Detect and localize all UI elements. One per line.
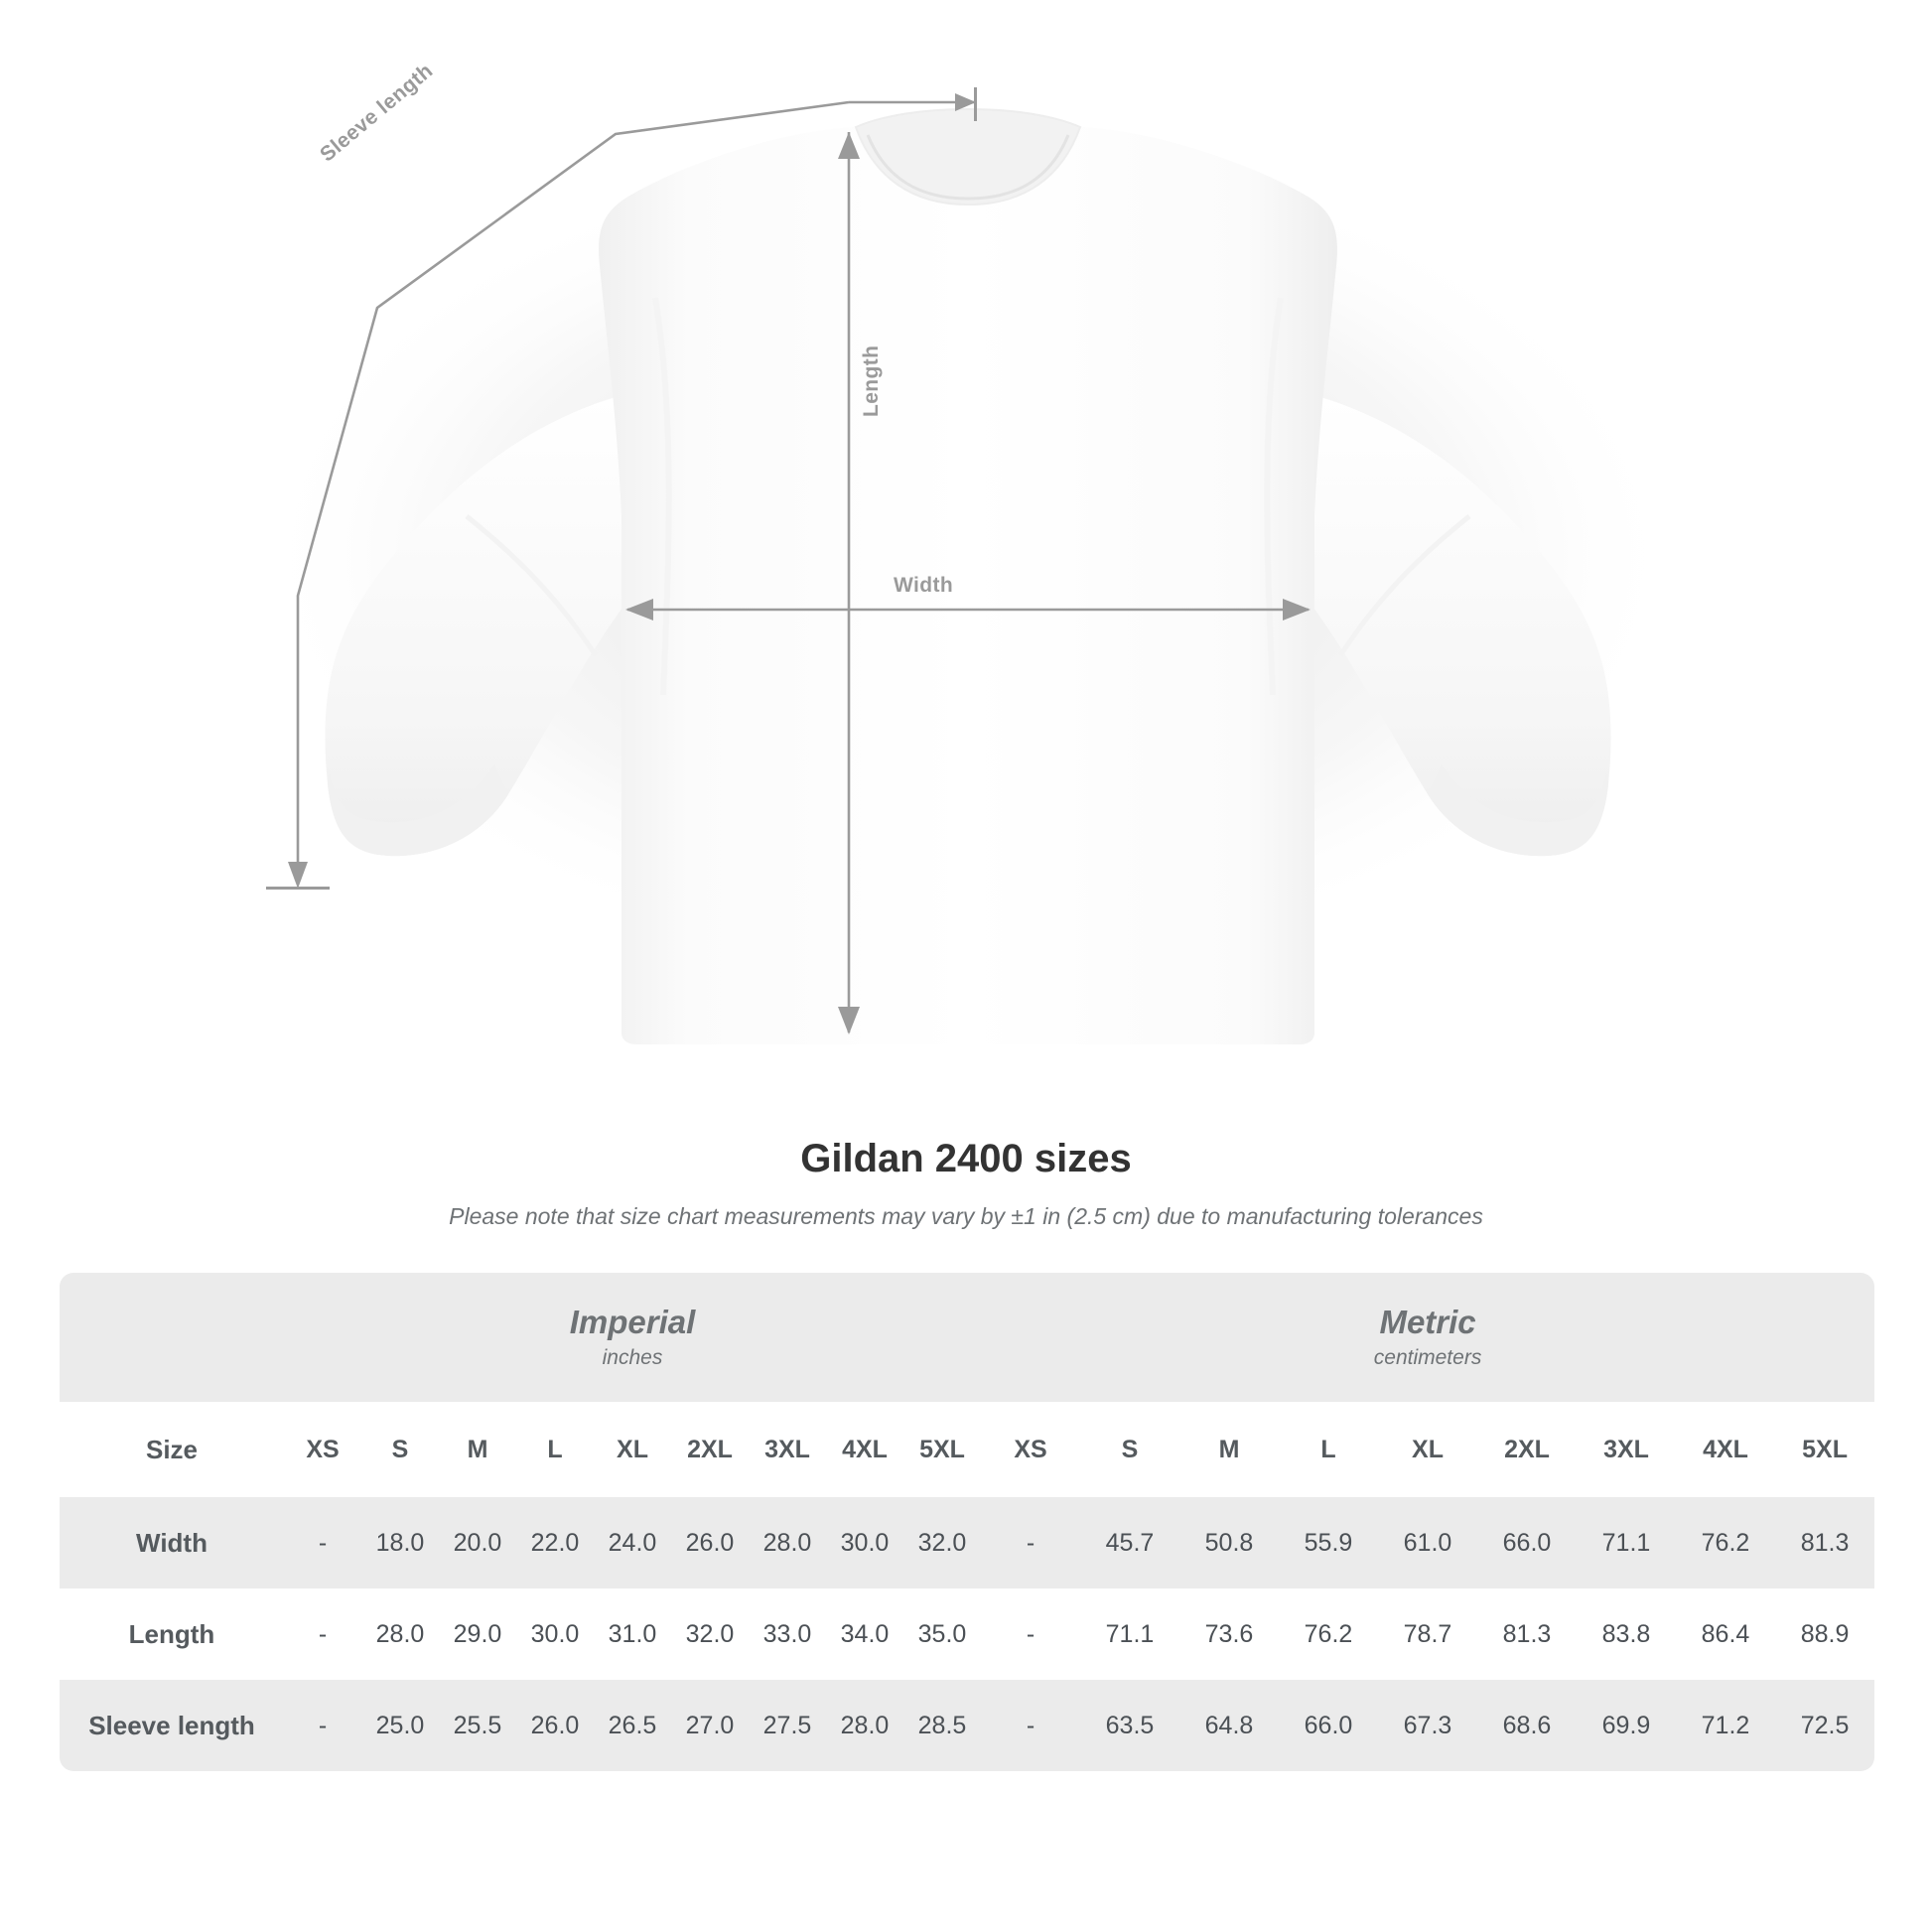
- cell-length-imperial-2xl: 32.0: [671, 1588, 749, 1680]
- size-header-row: [60, 1402, 1874, 1497]
- cell-sleeve-metric-3xl: 69.9: [1577, 1680, 1676, 1771]
- row-label-width: Width: [60, 1497, 284, 1588]
- row-label-sleeve-length: Sleeve length: [60, 1680, 284, 1771]
- cell-width-metric-l: 55.9: [1279, 1497, 1378, 1588]
- cell-length-metric-4xl: 86.4: [1676, 1588, 1775, 1680]
- cell-length-metric-5xl: 88.9: [1775, 1588, 1874, 1680]
- cell-width-metric-3xl: 71.1: [1577, 1497, 1676, 1588]
- table-row: [60, 1588, 1874, 1680]
- table-row: [60, 1497, 1874, 1588]
- cell-width-metric-xl: 61.0: [1378, 1497, 1477, 1588]
- size-header-imperial-2xl: 2XL: [671, 1402, 749, 1497]
- cell-width-imperial-4xl: 30.0: [826, 1497, 903, 1588]
- width-dimension-label: Width: [894, 574, 954, 597]
- cell-width-imperial-l: 22.0: [516, 1497, 594, 1588]
- size-header-metric-4xl: 4XL: [1676, 1402, 1775, 1497]
- size-header-metric-m: M: [1179, 1402, 1279, 1497]
- cell-width-metric-4xl: 76.2: [1676, 1497, 1775, 1588]
- cell-length-metric-xl: 78.7: [1378, 1588, 1477, 1680]
- unit-header-metric: [981, 1273, 1874, 1402]
- cell-sleeve-imperial-s: 25.0: [361, 1680, 439, 1771]
- cell-sleeve-imperial-3xl: 27.5: [749, 1680, 826, 1771]
- unit-name-metric: Metric: [1379, 1303, 1476, 1340]
- size-header-imperial-5xl: 5XL: [903, 1402, 981, 1497]
- unit-sub-imperial: inches: [602, 1345, 663, 1369]
- size-header-label: Size: [60, 1402, 284, 1497]
- cell-width-metric-5xl: 81.3: [1775, 1497, 1874, 1588]
- cell-length-metric-m: 73.6: [1179, 1588, 1279, 1680]
- size-header-imperial-xl: XL: [594, 1402, 671, 1497]
- row-label-length: Length: [60, 1588, 284, 1680]
- cell-sleeve-metric-5xl: 72.5: [1775, 1680, 1874, 1771]
- cell-width-imperial-2xl: 26.0: [671, 1497, 749, 1588]
- tolerance-note: Please note that size chart measurements may vary by ±1 in (2.5 cm) due to manufacturing tolerances: [449, 1203, 1483, 1229]
- cell-sleeve-imperial-xs: -: [284, 1680, 361, 1771]
- cell-sleeve-metric-m: 64.8: [1179, 1680, 1279, 1771]
- cell-length-metric-xs: -: [981, 1588, 1080, 1680]
- cell-width-imperial-3xl: 28.0: [749, 1497, 826, 1588]
- cell-width-imperial-m: 20.0: [439, 1497, 516, 1588]
- cell-sleeve-imperial-xl: 26.5: [594, 1680, 671, 1771]
- cell-length-metric-s: 71.1: [1080, 1588, 1179, 1680]
- cell-width-metric-s: 45.7: [1080, 1497, 1179, 1588]
- size-header-metric-3xl: 3XL: [1577, 1402, 1676, 1497]
- cell-length-imperial-5xl: 35.0: [903, 1588, 981, 1680]
- length-dimension-label: Length: [860, 345, 883, 417]
- cell-width-imperial-xs: -: [284, 1497, 361, 1588]
- cell-width-imperial-xl: 24.0: [594, 1497, 671, 1588]
- unit-sub-metric: centimeters: [1373, 1345, 1482, 1369]
- cell-length-imperial-3xl: 33.0: [749, 1588, 826, 1680]
- size-header-imperial-m: M: [439, 1402, 516, 1497]
- cell-sleeve-metric-l: 66.0: [1279, 1680, 1378, 1771]
- unit-header-spacer: [60, 1273, 284, 1402]
- cell-length-imperial-xs: -: [284, 1588, 361, 1680]
- size-header-imperial-l: L: [516, 1402, 594, 1497]
- size-chart-table: [60, 1273, 1874, 1771]
- size-chart-table-container: [60, 1273, 1872, 1771]
- cell-sleeve-imperial-l: 26.0: [516, 1680, 594, 1771]
- size-header-metric-l: L: [1279, 1402, 1378, 1497]
- size-header-imperial-xs: XS: [284, 1402, 361, 1497]
- cell-width-imperial-5xl: 32.0: [903, 1497, 981, 1588]
- size-header-metric-s: S: [1080, 1402, 1179, 1497]
- size-header-metric-xl: XL: [1378, 1402, 1477, 1497]
- cell-length-imperial-m: 29.0: [439, 1588, 516, 1680]
- cell-sleeve-metric-xs: -: [981, 1680, 1080, 1771]
- cell-width-metric-m: 50.8: [1179, 1497, 1279, 1588]
- size-header-imperial-4xl: 4XL: [826, 1402, 903, 1497]
- cell-length-imperial-s: 28.0: [361, 1588, 439, 1680]
- size-header-imperial-s: S: [361, 1402, 439, 1497]
- cell-width-imperial-s: 18.0: [361, 1497, 439, 1588]
- cell-length-metric-3xl: 83.8: [1577, 1588, 1676, 1680]
- size-header-metric-xs: XS: [981, 1402, 1080, 1497]
- table-row: [60, 1680, 1874, 1771]
- size-header-metric-2xl: 2XL: [1477, 1402, 1577, 1497]
- cell-length-metric-l: 76.2: [1279, 1588, 1378, 1680]
- cell-length-imperial-4xl: 34.0: [826, 1588, 903, 1680]
- cell-sleeve-metric-4xl: 71.2: [1676, 1680, 1775, 1771]
- cell-length-metric-2xl: 81.3: [1477, 1588, 1577, 1680]
- unit-name-imperial: Imperial: [569, 1303, 696, 1340]
- unit-header-row: [60, 1273, 1874, 1402]
- cell-sleeve-imperial-4xl: 28.0: [826, 1680, 903, 1771]
- cell-length-imperial-xl: 31.0: [594, 1588, 671, 1680]
- cell-width-metric-xs: -: [981, 1497, 1080, 1588]
- sleeve-length-dimension-label: Sleeve length: [316, 59, 438, 167]
- size-header-imperial-3xl: 3XL: [749, 1402, 826, 1497]
- cell-sleeve-metric-s: 63.5: [1080, 1680, 1179, 1771]
- size-header-metric-5xl: 5XL: [1775, 1402, 1874, 1497]
- cell-sleeve-metric-2xl: 68.6: [1477, 1680, 1577, 1771]
- cell-length-imperial-l: 30.0: [516, 1588, 594, 1680]
- cell-sleeve-imperial-5xl: 28.5: [903, 1680, 981, 1771]
- cell-sleeve-imperial-m: 25.5: [439, 1680, 516, 1771]
- cell-sleeve-imperial-2xl: 27.0: [671, 1680, 749, 1771]
- cell-sleeve-metric-xl: 67.3: [1378, 1680, 1477, 1771]
- unit-header-imperial: [284, 1273, 981, 1402]
- cell-width-metric-2xl: 66.0: [1477, 1497, 1577, 1588]
- page-title: Gildan 2400 sizes: [800, 1137, 1132, 1180]
